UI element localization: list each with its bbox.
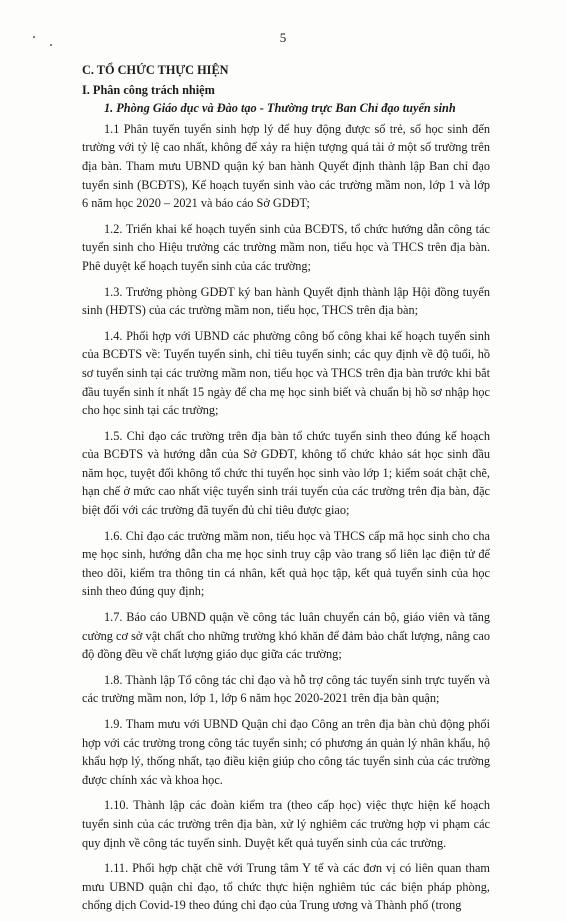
paragraph-1-2: 1.2. Triển khai kế hoạch tuyển sinh của BCĐTS, tổ chức hướng dẫn công tác tuyển sinh cho Hiệu trưởng các trường mầm non, tiểu học và THCS trên địa bàn. Phê duyệt kế hoạch tuyển sinh của các trường; [82, 221, 490, 273]
paragraph-1-7: 1.7. Báo cáo UBND quận về công tác luân chuyển cán bộ, giáo viên và tăng cường cơ sở vật chất cho những trường khó khăn để đảm bảo chất lượng, nâng cao độ đồng đều về chất lượng giáo dục giữa các trường; [82, 610, 490, 662]
page-number: 5 [279, 30, 287, 45]
paragraph-1-3: 1.3. Trưởng phòng GDĐT ký ban hành Quyết định thành lập Hội đồng tuyển sinh (HĐTS) của các trường mầm non, tiểu học, THCS trên địa bàn; [82, 284, 490, 318]
paragraph-1-10: 1.10. Thành lập các đoàn kiểm tra (theo cấp học) việc thực hiện kế hoạch tuyển sinh của các trường trên địa bàn, xử lý nghiêm các trường hợp vi phạm các quy định về công tác tuyển sinh. Duyệt kết quả tuyển sinh của các trường. [82, 798, 490, 850]
section-heading: C. TỔ CHỨC THỰC HIỆN [82, 63, 229, 77]
paragraph-1-4: 1.4. Phối hợp với UBND các phường công bố công khai kế hoạch tuyển sinh của BCĐTS về: Tuyến tuyển sinh, chỉ tiêu tuyển sinh; các quy định về độ tuổi, hồ sơ tuyển sinh tại các trường mầm non, tiểu học và THCS trên địa bàn trước khi bắt đầu tuyển sinh ít nhất 15 ngày để cha mẹ học sinh biết và chuẩn bị hồ sơ nhập học cho học sinh tại các trường; [82, 328, 490, 418]
paragraph-1-1: 1.1 Phân tuyến tuyển sinh hợp lý để huy động được số trẻ, số học sinh đến trường với tỷ lệ cao nhất, không để xảy ra hiện tượng quá tải ở một số trường trên địa bàn. Tham mưu UBND quận ký ban hành Quyết định thành lập Ban chỉ đạo tuyển sinh (BCĐTS), Kế hoạch tuyển sinh vào các trường mầm non, lớp 1 và lớp 6 năm học 2020 – 2021 và báo cáo Sở GDĐT; [82, 121, 490, 211]
paragraph-1-8: 1.8. Thành lập Tổ công tác chỉ đạo và hỗ trợ công tác tuyển sinh trực tuyến và các trường mầm non, lớp 1, lớp 6 năm học 2020-2021 trên địa bàn quận; [82, 672, 490, 706]
subsection-heading: I. Phân công trách nhiệm [82, 82, 215, 97]
paragraph-1-6: 1.6. Chỉ đạo các trường mầm non, tiểu học và THCS cấp mã học sinh cho cha mẹ học sinh, hướng dẫn cha mẹ học sinh truy cập vào trang sổ liên lạc điện tử để theo dõi, kiểm tra thông tin cá nhân, kết quả học tập, kết quả tuyển sinh của học sinh theo đúng quy định; [82, 528, 490, 599]
document-body [82, 61, 490, 922]
paragraph-1-9: 1.9. Tham mưu với UBND Quận chỉ đạo Công an trên địa bàn chủ động phối hợp với các trường trong công tác tuyển sinh; có phương án quản lý nhân khẩu, hộ khẩu hợp lý, thống nhất, tạo điều kiện giúp cho công tác tuyển sinh của các trường được chính xác và khoa học. [82, 717, 490, 787]
sub-heading: 1. Phòng Giáo dục và Đào tạo - Thường trực Ban Chỉ đạo tuyển sinh [104, 101, 456, 116]
paragraph-1-11: 1.11. Phối hợp chặt chẽ với Trung tâm Y tế và các đơn vị có liên quan tham mưu UBND quận chỉ đạo, tổ chức thực hiện nghiêm túc các biện pháp phòng, chống dịch Covid-19 theo đúng chỉ đạo của Trung ương và Thành phố (trong [82, 861, 490, 913]
paragraph-1-5: 1.5. Chỉ đạo các trường trên địa bàn tổ chức tuyển sinh theo đúng kế hoạch của BCĐTS và hướng dẫn của Sở GDĐT, không tổ chức khảo sát học sinh đầu năm học, tuyệt đối không tổ chức thi tuyển học sinh vào lớp 1; kiểm soát chặt chẽ, hạn chế ở mức cao nhất việc tuyển sinh trái tuyến của các trường trên địa bàn, đặc biệt đối với các trường đã tuyển đủ chỉ tiêu được giao; [82, 428, 490, 518]
